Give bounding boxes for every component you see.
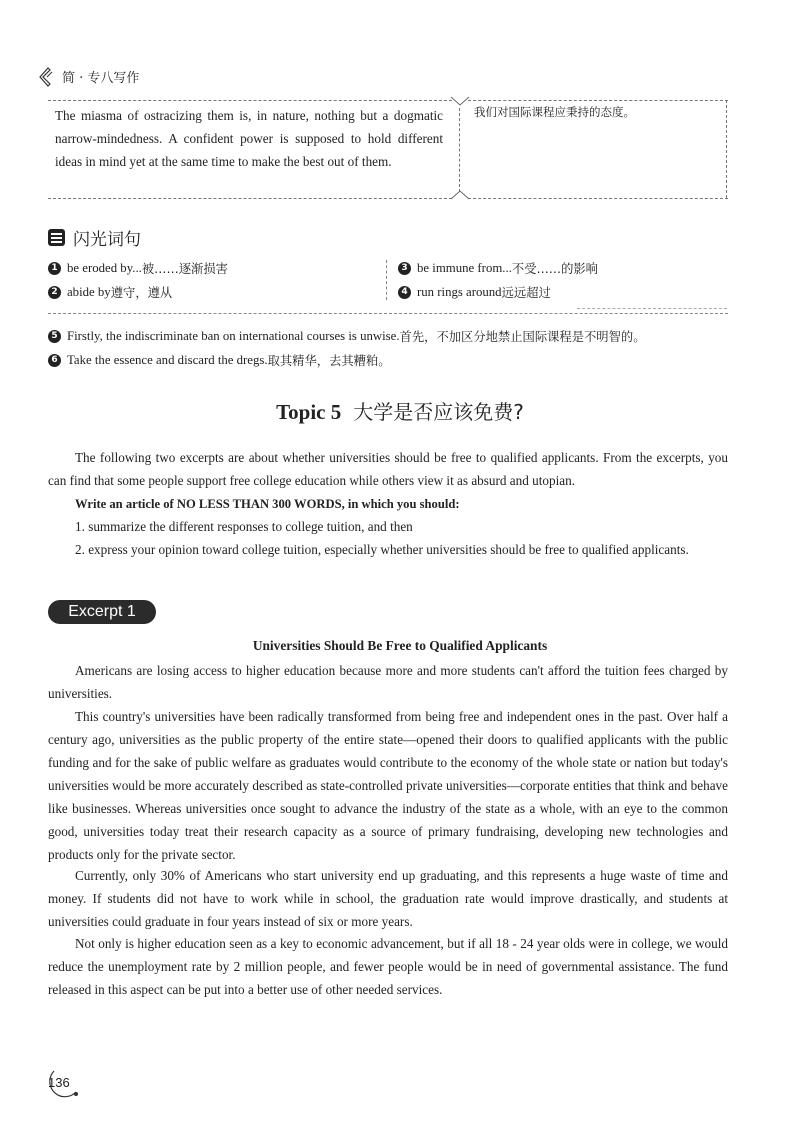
box-border-top-right [468,100,728,101]
highlights-heading [48,225,141,250]
column-separator [386,260,387,300]
highlight-item-6 [48,351,391,369]
highlight-item-4 [398,283,551,301]
section-separator [48,313,728,314]
page-number: 136 [48,1075,70,1090]
highlight-en: be immune from... [417,260,512,275]
book-logo-icon [38,65,60,87]
topic-label: Topic 5 [276,400,342,424]
header-title: 简 · 专八写作 [62,70,140,86]
excerpt-english-text: The miasma of ostracizing them is, in nature, nothing but a dogmatic narrow-mindedness. A confident power is supposed to hold different ideas in mind yet at the same time to make the best out of them. [55,108,443,169]
highlight-cn: 远远超过 [501,286,551,300]
highlight-cn: 遵守，遵从 [110,286,173,300]
instruction-text: Write an article of NO LESS THAN 300 WORDS, in which you should: [75,497,460,511]
highlight-item-3 [398,259,598,277]
highlight-cn: 不受……的影响 [511,262,598,276]
excerpt-paragraph-3: Currently, only 30% of Americans who start university end up graduating, and this represents a huge waste of time and money. If students did not have to work while in school, the graduation rate would improve drastically, and students at universities could graduate in four years instead of six or more years. [48,868,728,929]
highlight-item-1 [48,259,228,277]
highlight-cn: 取其精华，去其糟粕。 [267,354,391,368]
page-header [38,64,139,88]
box-divider [459,108,460,192]
excerpt-chinese-note: 我们对国际课程应秉持的态度。 [474,105,635,119]
highlight-en: abide by [67,284,111,299]
topic-heading [0,396,800,425]
number-badge: 5 [48,330,61,343]
box-border-top [48,100,452,101]
highlight-item-5 [48,327,646,345]
layers-icon [48,229,65,246]
number-badge: 6 [48,354,61,367]
highlights-title: 闪光词句 [73,230,141,250]
divider-top-cap-icon [450,96,470,108]
excerpt-title: Universities Should Be Free to Qualified Applicants [252,638,548,653]
highlight-en: Take the essence and discard the dregs. [67,352,268,367]
highlight-en: run rings around [417,284,502,299]
highlight-cn: 被……逐渐损害 [141,262,228,276]
box-border-bottom-right [468,198,728,199]
excerpt-tag: Excerpt 1 [48,600,156,624]
excerpt-paragraph-1: Americans are losing access to higher education because more and more students can't afford the tuition fees charged by universities. [48,663,728,701]
highlight-en: be eroded by... [67,260,142,275]
intro-paragraph: The following two excerpts are about whether universities should be free to qualified applicants. From the excerpts, you can find that some people support free college education while others view it as absurd and utopian. [48,450,728,488]
highlight-en: Firstly, the indiscriminate ban on international courses is unwise. [67,328,400,343]
highlight-item-2 [48,283,172,301]
highlight-cn: 首先，不加区分地禁止国际课程是不明智的。 [399,330,646,344]
divider-bottom-cap-icon [450,188,470,200]
topic-chinese: 大学是否应该免费? [353,400,524,424]
excerpt-paragraph-2: This country's universities have been radically transformed from being free and independent ones in the past. Over half a century ago, universities as the public property of the entire state—opened their doors to qualified applicants with the public funding and for the sake of public welfare as graduates would contribute to the economy of the whole state or nation but today's universities would be more accurately described as state-controlled private universities—corporate entities that think and behave like businesses. Whereas universities once sought to advance the industry of the state as a whole, with an eye to the common good, universities today treat their research capacity as a source of primary fundraising, developing new technologies and products only for the private sector. [48,709,728,862]
box-border-right [726,100,727,198]
number-badge: 1 [48,262,61,275]
number-badge: 4 [398,286,411,299]
number-badge: 3 [398,262,411,275]
instruction-step-2: 2. express your opinion toward college tuition, especially whether universities should be free to qualified applicants. [75,542,689,557]
separator-short [577,308,727,309]
number-badge: 2 [48,286,61,299]
excerpt-paragraph-4: Not only is higher education seen as a key to economic advancement, but if all 18 - 24 year olds were in college, we would reduce the unemployment rate by 2 million people, and fewer people would be in need of governmental assistance. The fund released in this aspect can be put into a better use of other needed services. [48,936,728,997]
box-border-bottom [48,198,452,199]
instruction-step-1: 1. summarize the different responses to college tuition, and then [75,519,413,534]
